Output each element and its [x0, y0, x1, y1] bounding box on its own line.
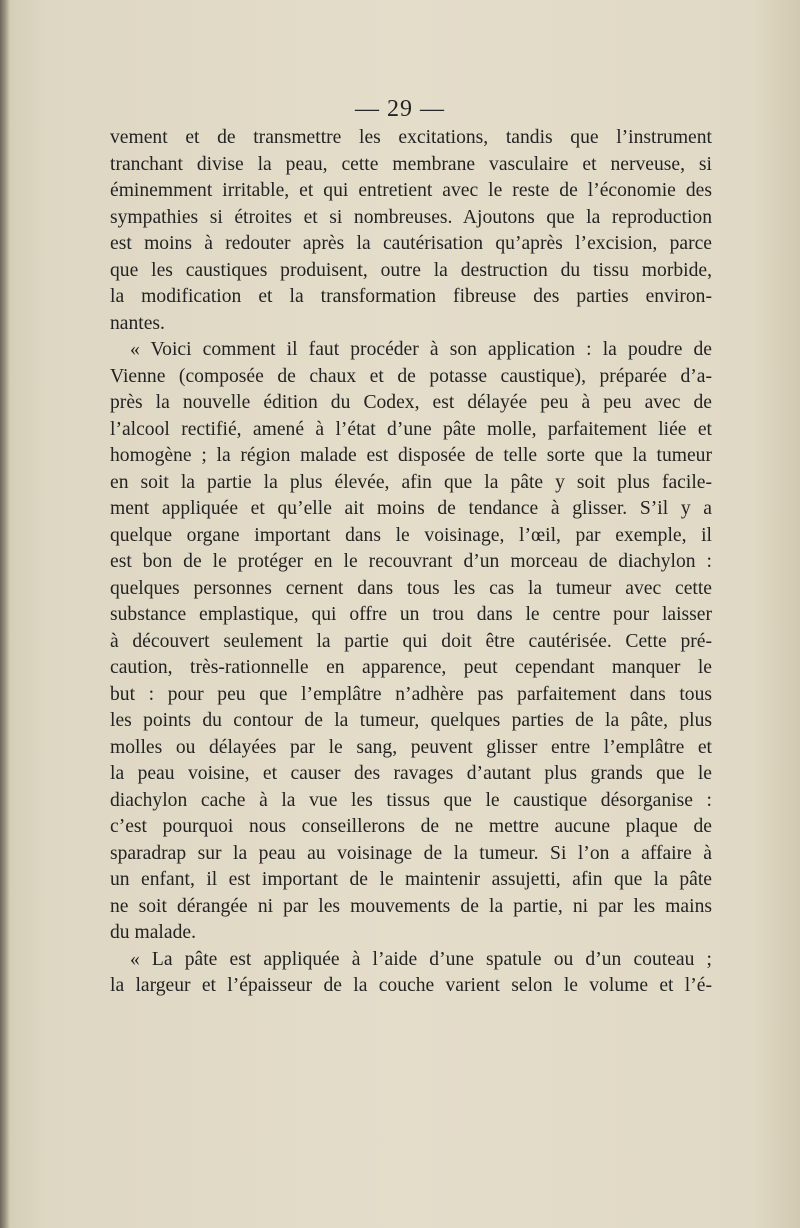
- text-line: ment appliquée et qu’elle ait moins de tendance à glisser. S’il y a: [110, 498, 712, 519]
- text-line: les points du contour de la tumeur, quelques parties de la pâte, plus: [110, 710, 712, 731]
- text-line: à découvert seulement la partie qui doit être cautérisée. Cette pré-: [110, 630, 712, 652]
- text-line: la largeur et l’épaisseur de la couche varient selon le volume et l’é-: [110, 975, 712, 996]
- text-line: quelque organe important dans le voisinage, l’œil, par exemple, il: [110, 524, 712, 546]
- text-line: que les caustiques produisent, outre la destruction du tissu morbide,: [110, 259, 712, 281]
- text-line: la peau voisine, et causer des ravages d’autant plus grands que le: [110, 763, 712, 784]
- text-line: « La pâte est appliquée à l’aide d’une spatule ou d’un couteau ;: [130, 948, 712, 970]
- text-line: sympathies si étroites et si nombreuses. Ajoutons que la reproduction: [110, 206, 712, 228]
- page-binding-edge: [0, 0, 10, 1228]
- text-line: but : pour peu que l’emplâtre n’adhère pas parfaitement dans tous: [110, 683, 712, 705]
- text-line: caution, très-rationnelle en apparence, peut cependant manquer le: [110, 657, 712, 678]
- text-line: « Voici comment il faut procéder à son application : la poudre de: [130, 339, 712, 360]
- text-line: en soit la partie la plus élevée, afin que la pâte y soit plus facile-: [110, 471, 712, 493]
- text-line: molles ou délayées par le sang, peuvent glisser entre l’emplâtre et: [110, 736, 712, 758]
- text-line: du malade.: [110, 922, 196, 943]
- text-line: nantes.: [110, 312, 165, 334]
- text-line: substance emplastique, qui offre un trou dans le centre pour laisser: [110, 604, 712, 625]
- text-line: un enfant, il est important de le maintenir assujetti, afin que la pâte: [110, 869, 712, 890]
- text-line: homogène ; la région malade est disposée de telle sorte que la tumeur: [110, 445, 712, 466]
- text-line: l’alcool rectifié, amené à l’état d’une pâte molle, parfaitement liée et: [110, 418, 712, 440]
- text-line: c’est pourquoi nous conseillerons de ne mettre aucune plaque de: [110, 816, 712, 837]
- text-line: quelques personnes cernent dans tous les cas la tumeur avec cette: [110, 577, 712, 599]
- text-line: sparadrap sur la peau au voisinage de la tumeur. Si l’on a affaire à: [110, 842, 712, 864]
- text-line: près la nouvelle édition du Codex, est délayée peu à peu avec de: [110, 392, 712, 413]
- page-number: — 29 —: [355, 96, 445, 122]
- text-line: éminemment irritable, et qui entretient avec le reste de l’économie des: [110, 180, 712, 201]
- text-line: Vienne (composée de chaux et de potasse caustique), préparée d’a-: [110, 365, 712, 387]
- text-line: est moins à redouter après la cautérisation qu’après l’excision, parce: [110, 233, 712, 254]
- text-line: ne soit dérangée ni par les mouvements de la partie, ni par les mains: [110, 895, 712, 917]
- text-line: est bon de le protéger en le recouvrant d’un morceau de diachylon :: [110, 551, 712, 572]
- text-line: la modification et la transformation fibreuse des parties environ-: [110, 286, 712, 307]
- text-line: diachylon cache à la vue les tissus que le caustique désorganise :: [110, 789, 712, 811]
- text-line: tranchant divise la peau, cette membrane vasculaire et nerveuse, si: [110, 153, 712, 175]
- body-text: [110, 125, 712, 1000]
- text-line: vement et de transmettre les excitations, tandis que l’instrument: [110, 127, 712, 148]
